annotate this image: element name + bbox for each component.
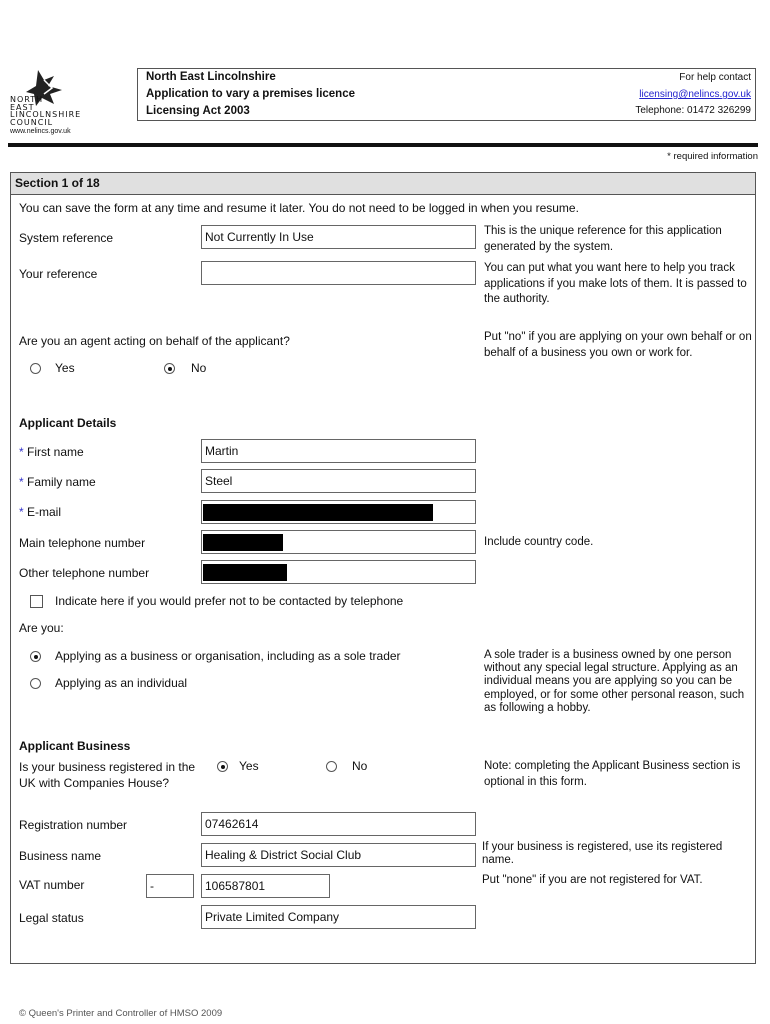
applicant-details-heading: Applicant Details <box>19 416 117 430</box>
vat-prefix-input[interactable]: - <box>146 874 194 898</box>
main-phone-help: Include country code. <box>484 536 594 548</box>
other-phone-input[interactable] <box>201 560 476 584</box>
business-name-input[interactable]: Healing & District Social Club <box>201 843 476 867</box>
registration-number-input[interactable]: 07462614 <box>201 812 476 836</box>
vat-help: Put "none" if you are not registered for VAT. <box>482 874 703 886</box>
first-name-label-text: First name <box>27 445 84 459</box>
org-name: North East Lincolnshire <box>146 71 276 83</box>
your-reference-help: You can put what you want here to help you track applications if you make lots of them. It is passed to the authority. <box>484 262 747 306</box>
individual-option-label: Applying as an individual <box>55 676 188 690</box>
business-name-label: Business name <box>19 849 102 863</box>
first-name-input[interactable]: Martin <box>201 439 476 463</box>
form-header <box>137 68 756 121</box>
are-you-help: A sole trader is a business owned by one person without any special legal structure. Applying as an individual means you are applying so you can be employed, or for some other personal reason, such as following a hobby. <box>484 649 745 714</box>
legal-status-select[interactable]: Private Limited Company <box>201 905 476 929</box>
no-phone-contact-label: Indicate here if you would prefer not to be contacted by telephone <box>55 594 404 608</box>
redaction-bar <box>203 534 283 551</box>
family-name-label <box>19 475 96 489</box>
system-reference-field: Not Currently In Use <box>201 225 476 249</box>
system-reference-label: System reference <box>19 231 114 245</box>
required-mark: * <box>19 505 24 519</box>
your-reference-input[interactable] <box>201 261 476 285</box>
logo-line: NORTH <box>10 95 44 104</box>
required-info-note: * required information <box>667 151 758 162</box>
business-radio[interactable] <box>30 651 41 662</box>
act-title: Licensing Act 2003 <box>146 105 250 117</box>
your-reference-label: Your reference <box>19 267 98 281</box>
agent-no-radio[interactable] <box>164 363 175 374</box>
individual-radio[interactable] <box>30 678 41 689</box>
form-title: Application to vary a premises licence <box>146 88 355 100</box>
logo-line: COUNCIL <box>10 117 54 127</box>
first-name-label <box>19 445 84 459</box>
other-phone-label: Other telephone number <box>19 566 150 580</box>
help-email-link[interactable]: licensing@nelincs.gov.uk <box>639 89 751 100</box>
legal-status-label: Legal status <box>19 911 84 925</box>
agent-yes-radio[interactable] <box>30 363 41 374</box>
agent-no-label: No <box>191 361 207 375</box>
section-title: Section 1 of 18 <box>11 173 755 195</box>
vat-number-input[interactable]: 106587801 <box>201 874 330 898</box>
email-label <box>19 505 61 519</box>
header-divider <box>8 143 758 147</box>
logo-line: EAST <box>10 102 35 112</box>
council-logo <box>8 66 88 138</box>
business-name-help: If your business is registered, use its registered name. <box>482 841 723 867</box>
help-telephone: Telephone: 01472 326299 <box>635 105 751 116</box>
are-you-question: Are you: <box>19 621 64 635</box>
family-name-input[interactable]: Steel <box>201 469 476 493</box>
agent-question: Are you an agent acting on behalf of the applicant? <box>19 334 290 348</box>
system-reference-help: This is the unique reference for this application generated by the system. <box>484 225 722 253</box>
redaction-bar <box>203 504 433 521</box>
business-option-label: Applying as a business or organisation, including as a sole trader <box>55 649 401 663</box>
required-mark: * <box>19 475 24 489</box>
registered-no-label: No <box>352 759 368 773</box>
help-contact-label: For help contact <box>679 72 751 83</box>
email-label-text: E-mail <box>27 505 62 519</box>
main-phone-input[interactable] <box>201 530 476 554</box>
section-intro: You can save the form at any time and resume it later. You do not need to be logged in when you resume. <box>19 201 579 215</box>
registration-number-label: Registration number <box>19 818 128 832</box>
required-mark: * <box>19 445 24 459</box>
logo-line: LINCOLNSHIRE <box>10 110 82 119</box>
agent-yes-label: Yes <box>55 361 75 375</box>
copyright-footer: © Queen's Printer and Controller of HMSO 2009 <box>19 1008 223 1019</box>
logo-url: www.nelincs.gov.uk <box>10 128 71 135</box>
main-phone-label: Main telephone number <box>19 536 146 550</box>
registered-no-radio[interactable] <box>326 761 337 772</box>
vat-number-label: VAT number <box>19 878 85 892</box>
family-name-label-text: Family name <box>27 475 96 489</box>
registered-yes-label: Yes <box>239 759 259 773</box>
no-phone-contact-checkbox[interactable] <box>30 595 43 608</box>
logo-text <box>10 96 81 126</box>
applicant-business-heading: Applicant Business <box>19 739 131 753</box>
business-optional-note: Note: completing the Applicant Business section is optional in this form. <box>484 760 741 788</box>
agent-help: Put "no" if you are applying on your own behalf or on behalf of a business you own or work for. <box>484 331 752 359</box>
email-input[interactable] <box>201 500 476 524</box>
redaction-bar <box>203 564 287 581</box>
registered-question: Is your business registered in the UK with Companies House? <box>19 760 196 791</box>
registered-yes-radio[interactable] <box>217 761 228 772</box>
